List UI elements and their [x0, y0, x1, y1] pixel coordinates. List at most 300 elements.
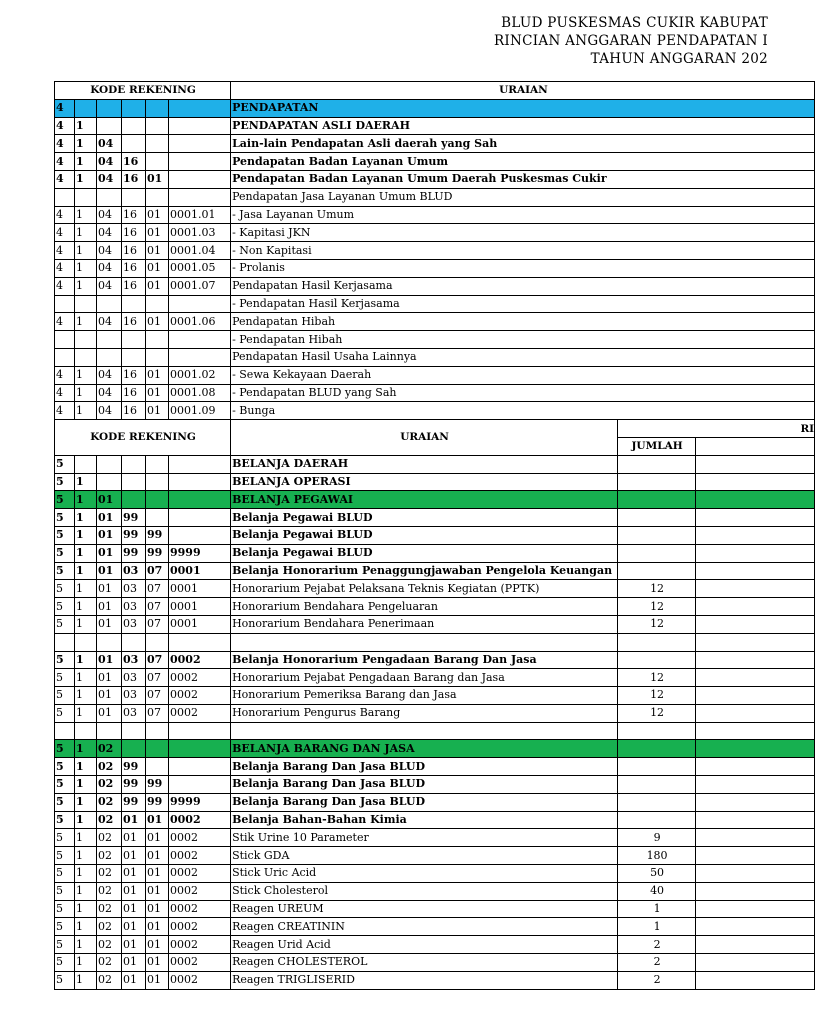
table1-header-row	[55, 82, 815, 100]
kode-cell-3: 01	[97, 669, 122, 687]
uraian-cell: Pendapatan Hasil Kerjasama	[231, 277, 815, 295]
table-row	[55, 277, 815, 295]
budget-table	[54, 81, 815, 990]
kode-cell-5: 99	[146, 544, 169, 562]
uraian-cell: Stick Cholesterol	[231, 882, 618, 900]
kode-cell-5: 01	[146, 170, 169, 188]
rincian-cell	[696, 455, 815, 473]
table-row	[55, 758, 815, 776]
rincian-cell	[696, 580, 815, 598]
kode-cell-1: 5	[55, 651, 75, 669]
kode-cell-3	[97, 188, 122, 206]
kode-cell-4	[122, 117, 146, 135]
rincian-cell	[696, 562, 815, 580]
kode-cell-2: 1	[75, 313, 97, 331]
rincian-cell	[696, 776, 815, 794]
rincian-cell	[696, 811, 815, 829]
table-row	[55, 722, 815, 740]
kode-cell-3: 04	[97, 224, 122, 242]
kode-cell-1: 4	[55, 384, 75, 402]
kode-cell-4: 16	[122, 170, 146, 188]
kode-cell-5	[146, 99, 169, 117]
table-row	[55, 135, 815, 153]
kode-cell-3: 02	[97, 793, 122, 811]
kode-cell-2: 1	[75, 277, 97, 295]
kode-cell-2	[75, 455, 97, 473]
budget-table-body	[55, 82, 815, 990]
kode-cell-5	[146, 331, 169, 349]
kode-cell-1: 4	[55, 313, 75, 331]
kode-cell-6: 0001.04	[169, 242, 231, 260]
kode-cell-6: 0002	[169, 865, 231, 883]
jumlah-cell: 12	[618, 615, 696, 633]
kode-cell-2: 1	[75, 544, 97, 562]
kode-cell-5: 01	[146, 277, 169, 295]
jumlah-cell: 50	[618, 865, 696, 883]
kode-cell-4: 16	[122, 224, 146, 242]
kode-cell-1: 4	[55, 135, 75, 153]
kode-cell-4: 16	[122, 242, 146, 260]
kode-cell-3	[97, 99, 122, 117]
kode-cell-6	[169, 758, 231, 776]
kode-cell-2: 1	[75, 847, 97, 865]
kode-cell-5: 07	[146, 615, 169, 633]
kode-cell-3: 02	[97, 971, 122, 989]
rincian-cell	[696, 526, 815, 544]
kode-cell-3: 01	[97, 544, 122, 562]
jumlah-cell	[618, 811, 696, 829]
kode-cell-1: 4	[55, 259, 75, 277]
kode-cell-3: 04	[97, 402, 122, 420]
uraian-cell: Belanja Pegawai BLUD	[231, 544, 618, 562]
table-row	[55, 704, 815, 722]
kode-cell-2: 1	[75, 509, 97, 527]
jumlah-cell	[618, 793, 696, 811]
kode-cell-6	[169, 117, 231, 135]
table-row	[55, 651, 815, 669]
kode-cell-6: 0001.07	[169, 277, 231, 295]
kode-cell-3	[97, 633, 122, 651]
uraian-cell: Reagen UREUM	[231, 900, 618, 918]
jumlah-cell	[618, 562, 696, 580]
kode-cell-5: 07	[146, 562, 169, 580]
kode-cell-6	[169, 135, 231, 153]
kode-cell-4	[122, 331, 146, 349]
kode-cell-5: 01	[146, 224, 169, 242]
kode-cell-3: 04	[97, 170, 122, 188]
rincian-cell	[696, 491, 815, 509]
kode-cell-4: 01	[122, 865, 146, 883]
rincian-group-header: RI	[618, 420, 815, 438]
kode-cell-5: 01	[146, 954, 169, 972]
kode-cell-2	[75, 331, 97, 349]
table-row	[55, 170, 815, 188]
uraian-cell: Pendapatan Hibah	[231, 313, 815, 331]
kode-cell-5: 01	[146, 366, 169, 384]
uraian-cell: - Jasa Layanan Umum	[231, 206, 815, 224]
kode-cell-3	[97, 295, 122, 313]
kode-cell-5	[146, 473, 169, 491]
uraian-cell: - Pendapatan Hasil Kerjasama	[231, 295, 815, 313]
kode-cell-6: 0002	[169, 971, 231, 989]
kode-cell-5	[146, 491, 169, 509]
uraian-cell: Honorarium Pejabat Pelaksana Teknis Kegiatan (PPTK)	[231, 580, 618, 598]
kode-cell-2	[75, 295, 97, 313]
kode-cell-5: 01	[146, 402, 169, 420]
kode-cell-6: 0002	[169, 882, 231, 900]
uraian-cell: Belanja Pegawai BLUD	[231, 526, 618, 544]
kode-cell-3: 01	[97, 491, 122, 509]
kode-cell-3	[97, 722, 122, 740]
rincian-cell	[696, 651, 815, 669]
kode-cell-3: 04	[97, 277, 122, 295]
jumlah-cell: 180	[618, 847, 696, 865]
uraian-cell: Honorarium Pejabat Pengadaan Barang dan Jasa	[231, 669, 618, 687]
kode-cell-4: 01	[122, 882, 146, 900]
kode-cell-1: 5	[55, 936, 75, 954]
uraian-cell: - Pendapatan Hibah	[231, 331, 815, 349]
kode-cell-1: 4	[55, 402, 75, 420]
kode-cell-1: 4	[55, 170, 75, 188]
kode-cell-5: 01	[146, 971, 169, 989]
kode-cell-4	[122, 633, 146, 651]
uraian-cell: Honorarium Pengurus Barang	[231, 704, 618, 722]
rincian-subheader	[696, 437, 815, 455]
jumlah-cell	[618, 633, 696, 651]
table-row	[55, 188, 815, 206]
rincian-cell	[696, 918, 815, 936]
kode-cell-5: 01	[146, 900, 169, 918]
kode-cell-1: 5	[55, 669, 75, 687]
kode-cell-1: 4	[55, 277, 75, 295]
kode-cell-6	[169, 153, 231, 171]
rincian-cell	[696, 758, 815, 776]
kode-cell-6: 0001.05	[169, 259, 231, 277]
kode-cell-3: 02	[97, 882, 122, 900]
kode-cell-6: 0002	[169, 936, 231, 954]
kode-cell-2	[75, 188, 97, 206]
table-row	[55, 331, 815, 349]
kode-cell-6	[169, 348, 231, 366]
uraian-cell: Stik Urine 10 Parameter	[231, 829, 618, 847]
table-row	[55, 348, 815, 366]
jumlah-cell: 2	[618, 954, 696, 972]
kode-cell-2: 1	[75, 776, 97, 794]
kode-cell-1: 4	[55, 153, 75, 171]
kode-cell-2: 1	[75, 865, 97, 883]
kode-cell-3: 04	[97, 384, 122, 402]
kode-cell-4: 16	[122, 384, 146, 402]
table-row	[55, 633, 815, 651]
kode-rekening-header-2: KODE REKENING	[55, 420, 231, 456]
uraian-cell: - Non Kapitasi	[231, 242, 815, 260]
uraian-header-2: URAIAN	[231, 420, 618, 456]
kode-cell-6: 0002	[169, 704, 231, 722]
kode-cell-3: 04	[97, 242, 122, 260]
table-row	[55, 509, 815, 527]
kode-cell-2: 1	[75, 598, 97, 616]
table-row	[55, 615, 815, 633]
uraian-cell: Honorarium Pemeriksa Barang dan Jasa	[231, 687, 618, 705]
kode-cell-5	[146, 348, 169, 366]
kode-cell-5: 07	[146, 651, 169, 669]
kode-cell-3: 02	[97, 776, 122, 794]
kode-cell-4	[122, 722, 146, 740]
kode-cell-6	[169, 776, 231, 794]
kode-cell-2: 1	[75, 242, 97, 260]
kode-cell-2: 1	[75, 402, 97, 420]
kode-cell-6	[169, 526, 231, 544]
uraian-cell: Belanja Honorarium Pengadaan Barang Dan Jasa	[231, 651, 618, 669]
kode-cell-4: 16	[122, 206, 146, 224]
kode-cell-4: 01	[122, 811, 146, 829]
kode-cell-5	[146, 188, 169, 206]
rincian-cell	[696, 704, 815, 722]
kode-cell-5: 01	[146, 882, 169, 900]
table-row	[55, 687, 815, 705]
kode-cell-5: 01	[146, 384, 169, 402]
rincian-cell	[696, 598, 815, 616]
kode-cell-4: 99	[122, 526, 146, 544]
kode-cell-4: 99	[122, 544, 146, 562]
kode-cell-2: 1	[75, 900, 97, 918]
kode-cell-1	[55, 633, 75, 651]
kode-cell-4: 01	[122, 971, 146, 989]
kode-cell-5: 99	[146, 776, 169, 794]
kode-cell-2: 1	[75, 615, 97, 633]
kode-cell-5	[146, 722, 169, 740]
kode-cell-2: 1	[75, 170, 97, 188]
rincian-cell	[696, 971, 815, 989]
table-row	[55, 954, 815, 972]
kode-cell-5: 99	[146, 793, 169, 811]
kode-cell-4: 16	[122, 153, 146, 171]
kode-cell-1: 5	[55, 544, 75, 562]
kode-cell-2: 1	[75, 936, 97, 954]
kode-cell-3: 02	[97, 829, 122, 847]
kode-cell-5	[146, 153, 169, 171]
header-line-1: BLUD PUSKESMAS CUKIR KABUPAT	[501, 15, 768, 31]
table-row	[55, 793, 815, 811]
kode-cell-2: 1	[75, 758, 97, 776]
kode-cell-5: 01	[146, 242, 169, 260]
kode-cell-1: 5	[55, 491, 75, 509]
uraian-cell	[231, 633, 618, 651]
kode-rekening-header: KODE REKENING	[55, 82, 231, 100]
jumlah-cell: 2	[618, 971, 696, 989]
kode-cell-4	[122, 473, 146, 491]
kode-cell-1: 5	[55, 793, 75, 811]
kode-cell-1: 4	[55, 99, 75, 117]
kode-cell-2: 1	[75, 224, 97, 242]
kode-cell-6	[169, 170, 231, 188]
uraian-cell: Reagen TRIGLISERID	[231, 971, 618, 989]
kode-cell-3: 04	[97, 206, 122, 224]
table-row	[55, 882, 815, 900]
rincian-cell	[696, 936, 815, 954]
table-row	[55, 526, 815, 544]
uraian-cell: Belanja Barang Dan Jasa BLUD	[231, 776, 618, 794]
kode-cell-6: 0002	[169, 954, 231, 972]
jumlah-header: JUMLAH	[618, 437, 696, 455]
kode-cell-2: 1	[75, 829, 97, 847]
kode-cell-4	[122, 99, 146, 117]
jumlah-cell: 1	[618, 900, 696, 918]
table-row	[55, 811, 815, 829]
table-row	[55, 313, 815, 331]
kode-cell-6	[169, 509, 231, 527]
kode-cell-6: 0002	[169, 918, 231, 936]
kode-cell-4: 16	[122, 402, 146, 420]
jumlah-cell	[618, 758, 696, 776]
kode-cell-1: 4	[55, 224, 75, 242]
jumlah-cell	[618, 740, 696, 758]
jumlah-cell	[618, 722, 696, 740]
kode-cell-2: 1	[75, 954, 97, 972]
uraian-cell: Reagen CREATININ	[231, 918, 618, 936]
kode-cell-1	[55, 348, 75, 366]
kode-cell-4: 99	[122, 793, 146, 811]
table-row	[55, 562, 815, 580]
kode-cell-3: 04	[97, 153, 122, 171]
table-row	[55, 918, 815, 936]
kode-cell-6: 0002	[169, 687, 231, 705]
kode-cell-6: 0001	[169, 598, 231, 616]
kode-cell-2	[75, 99, 97, 117]
kode-cell-1: 5	[55, 811, 75, 829]
table-row	[55, 847, 815, 865]
rincian-cell	[696, 882, 815, 900]
uraian-header: URAIAN	[231, 82, 815, 100]
kode-cell-4: 16	[122, 366, 146, 384]
kode-cell-3: 01	[97, 615, 122, 633]
rincian-cell	[696, 509, 815, 527]
kode-cell-3: 02	[97, 740, 122, 758]
kode-cell-4: 03	[122, 580, 146, 598]
kode-cell-3: 01	[97, 704, 122, 722]
kode-cell-2: 1	[75, 366, 97, 384]
kode-cell-6: 0002	[169, 669, 231, 687]
kode-cell-3	[97, 117, 122, 135]
kode-cell-6	[169, 188, 231, 206]
jumlah-cell	[618, 651, 696, 669]
table-row	[55, 936, 815, 954]
kode-cell-1: 5	[55, 758, 75, 776]
kode-cell-3: 02	[97, 847, 122, 865]
kode-cell-1	[55, 722, 75, 740]
kode-cell-3: 01	[97, 687, 122, 705]
table-row	[55, 366, 815, 384]
rincian-cell	[696, 633, 815, 651]
kode-cell-3: 04	[97, 366, 122, 384]
jumlah-cell	[618, 491, 696, 509]
kode-cell-5: 01	[146, 865, 169, 883]
kode-cell-5	[146, 295, 169, 313]
kode-cell-6: 0001	[169, 562, 231, 580]
kode-cell-4: 16	[122, 277, 146, 295]
kode-cell-1: 4	[55, 206, 75, 224]
kode-cell-2: 1	[75, 793, 97, 811]
table-row	[55, 829, 815, 847]
uraian-cell: PENDAPATAN ASLI DAERAH	[231, 117, 815, 135]
jumlah-cell	[618, 526, 696, 544]
jumlah-cell: 12	[618, 704, 696, 722]
kode-cell-3	[97, 455, 122, 473]
rincian-cell	[696, 740, 815, 758]
jumlah-cell: 1	[618, 918, 696, 936]
kode-cell-6: 0002	[169, 651, 231, 669]
kode-cell-5	[146, 740, 169, 758]
table-row	[55, 153, 815, 171]
uraian-cell: Honorarium Bendahara Penerimaan	[231, 615, 618, 633]
table-row	[55, 900, 815, 918]
kode-cell-5	[146, 758, 169, 776]
table-row	[55, 865, 815, 883]
kode-cell-5: 07	[146, 687, 169, 705]
kode-cell-4	[122, 135, 146, 153]
kode-cell-4	[122, 740, 146, 758]
kode-cell-5	[146, 455, 169, 473]
jumlah-cell: 12	[618, 580, 696, 598]
kode-cell-2: 1	[75, 135, 97, 153]
kode-cell-2: 1	[75, 259, 97, 277]
kode-cell-6: 0001.01	[169, 206, 231, 224]
kode-cell-3: 01	[97, 580, 122, 598]
uraian-cell: - Bunga	[231, 402, 815, 420]
kode-cell-4: 01	[122, 900, 146, 918]
kode-cell-3: 01	[97, 562, 122, 580]
kode-cell-3	[97, 348, 122, 366]
kode-cell-4: 16	[122, 259, 146, 277]
kode-cell-4: 03	[122, 669, 146, 687]
header-line-2: RINCIAN ANGGARAN PENDAPATAN I	[493, 33, 768, 49]
kode-cell-2: 1	[75, 580, 97, 598]
rincian-cell	[696, 954, 815, 972]
kode-cell-4: 01	[122, 954, 146, 972]
jumlah-cell: 9	[618, 829, 696, 847]
kode-cell-1: 5	[55, 687, 75, 705]
kode-cell-1: 5	[55, 740, 75, 758]
table-row	[55, 117, 815, 135]
kode-cell-4: 03	[122, 651, 146, 669]
kode-cell-2: 1	[75, 153, 97, 171]
kode-cell-3: 02	[97, 811, 122, 829]
kode-cell-1: 5	[55, 829, 75, 847]
uraian-cell: Belanja Barang Dan Jasa BLUD	[231, 793, 618, 811]
kode-cell-6: 0002	[169, 811, 231, 829]
kode-cell-5	[146, 633, 169, 651]
kode-cell-5	[146, 509, 169, 527]
table-row	[55, 598, 815, 616]
kode-cell-3: 04	[97, 313, 122, 331]
kode-cell-2: 1	[75, 117, 97, 135]
kode-cell-3: 04	[97, 135, 122, 153]
kode-cell-4: 01	[122, 918, 146, 936]
kode-cell-1: 5	[55, 900, 75, 918]
kode-cell-2: 1	[75, 918, 97, 936]
kode-cell-6	[169, 491, 231, 509]
kode-cell-6	[169, 722, 231, 740]
kode-cell-1: 5	[55, 526, 75, 544]
table-row	[55, 776, 815, 794]
table-row	[55, 224, 815, 242]
kode-cell-3: 04	[97, 259, 122, 277]
table-row	[55, 259, 815, 277]
kode-cell-3: 02	[97, 918, 122, 936]
jumlah-cell: 12	[618, 669, 696, 687]
uraian-cell: Belanja Honorarium Penaggungjawaban Pengelola Keuangan	[231, 562, 618, 580]
kode-cell-1: 4	[55, 242, 75, 260]
